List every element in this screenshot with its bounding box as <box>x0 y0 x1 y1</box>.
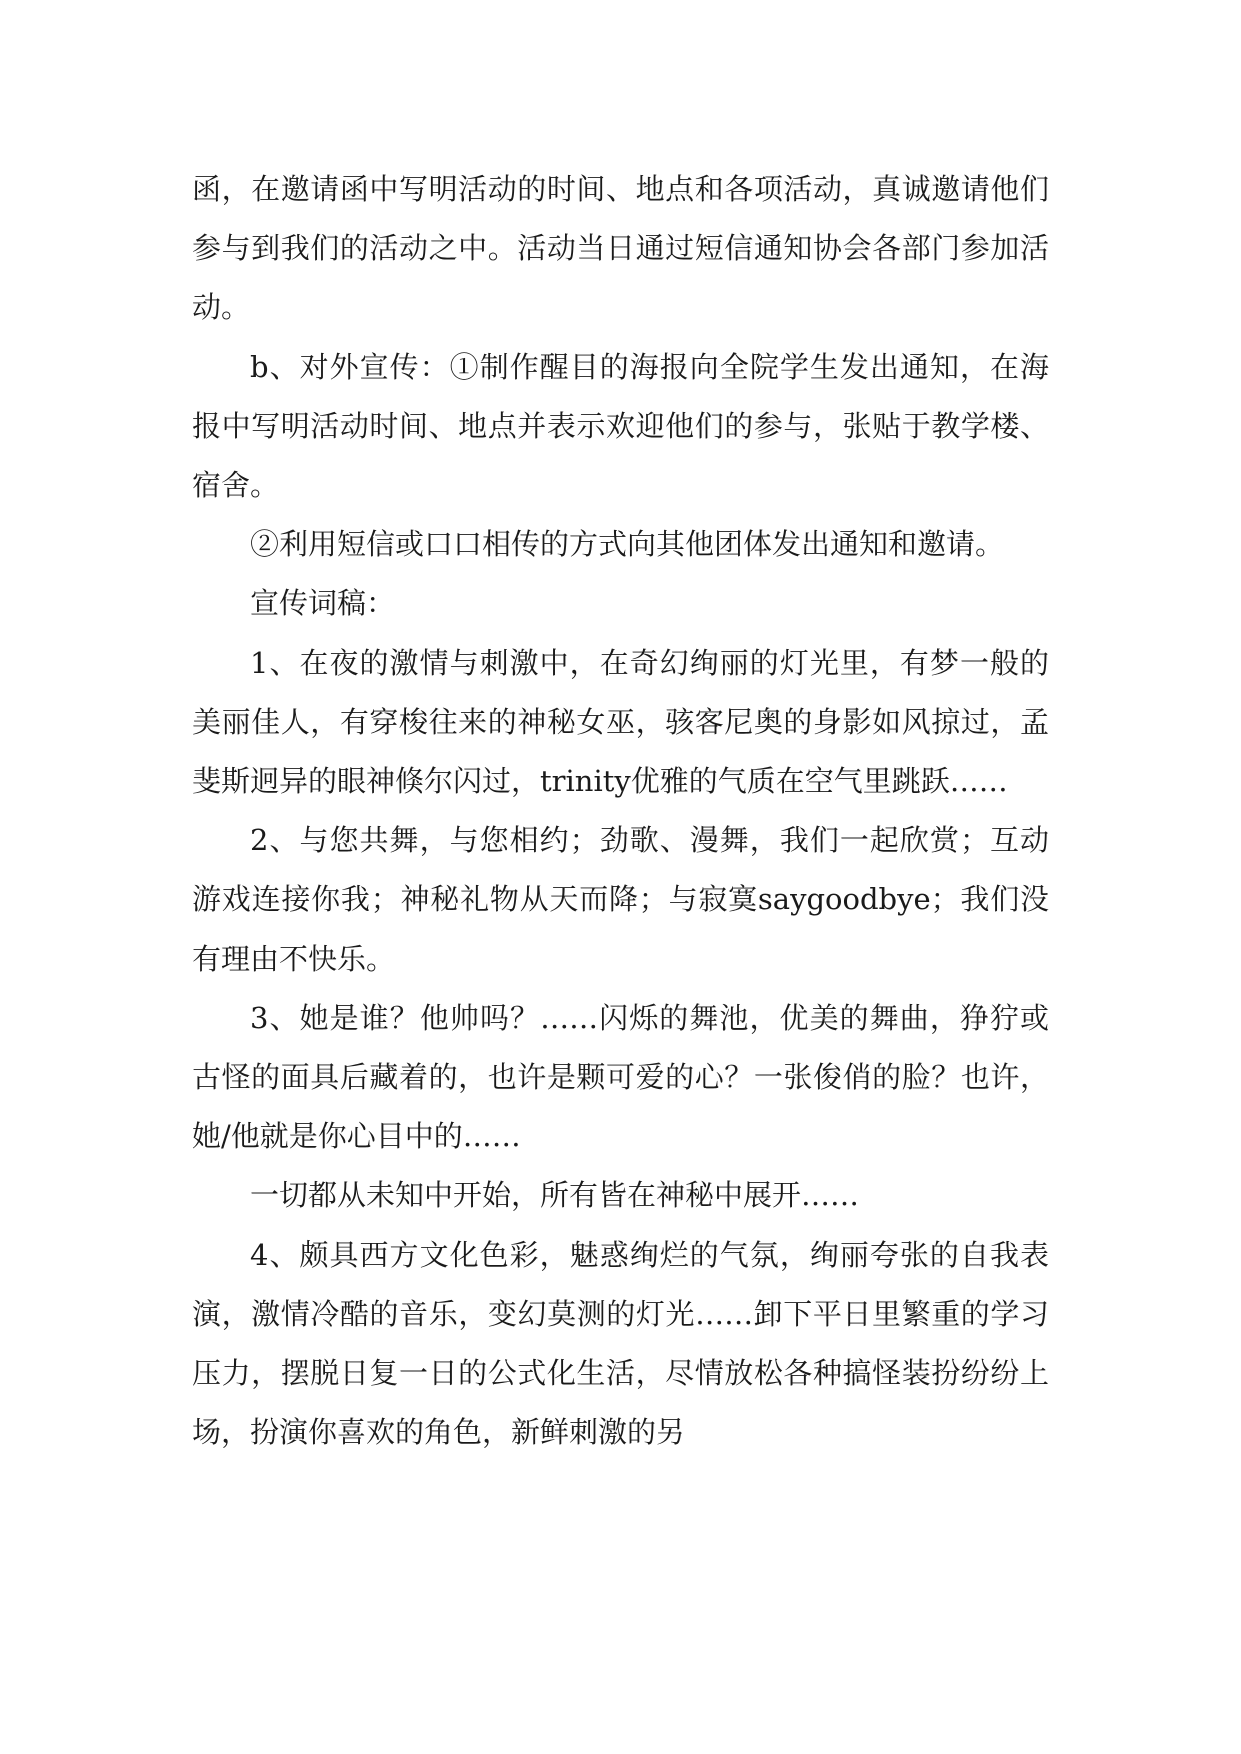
paragraph-slogan-3: 3、她是谁？他帅吗？……闪烁的舞池，优美的舞曲，狰狞或古怪的面具后藏着的，也许是颗可爱的心？一张俊俏的脸？也许，她/他就是你心目中的…… <box>192 1000 1049 1154</box>
paragraph-slogan-heading: 宣传词稿： <box>250 586 396 621</box>
paragraph-slogan-4: 4、颇具西方文化色彩，魅惑绚烂的气氛，绚丽夸张的自我表演，激情冷酷的音乐，变幻莫测的灯光……卸下平日里繁重的学习压力，摆脱日复一日的公式化生活，尽情放松各种搞怪装扮纷纷上场，扮演你喜欢的角色，新鲜刺激的另 <box>192 1237 1049 1450</box>
paragraph-slogan-1: 1、在夜的激情与刺激中，在奇幻绚丽的灯光里，有梦一般的美丽佳人，有穿梭往来的神秘女巫，骇客尼奥的身影如风掠过，孟斐斯迥异的眼神倏尔闪过，trinity优雅的气质在空气里跳跃…… <box>192 645 1049 799</box>
document-body <box>192 160 1049 1462</box>
paragraph-external-publicity: b、对外宣传：①制作醒目的海报向全院学生发出通知，在海报中写明活动时间、地点并表示欢迎他们的参与，张贴于教学楼、宿舍。 <box>192 349 1049 503</box>
paragraph-slogan-2: 2、与您共舞，与您相约；劲歌、漫舞，我们一起欣赏；互动游戏连接你我；神秘礼物从天而降；与寂寞saygoodbye；我们没有理由不快乐。 <box>192 823 1049 976</box>
paragraph-mystery-line: 一切都从未知中开始，所有皆在神秘中展开…… <box>250 1178 860 1213</box>
paragraph-invitation-continuation: 函，在邀请函中写明活动的时间、地点和各项活动，真诚邀请他们参与到我们的活动之中。活动当日通过短信通知协会各部门参加活动。 <box>192 172 1049 325</box>
paragraph-sms-word-of-mouth: ②利用短信或口口相传的方式向其他团体发出通知和邀请。 <box>250 527 1005 562</box>
